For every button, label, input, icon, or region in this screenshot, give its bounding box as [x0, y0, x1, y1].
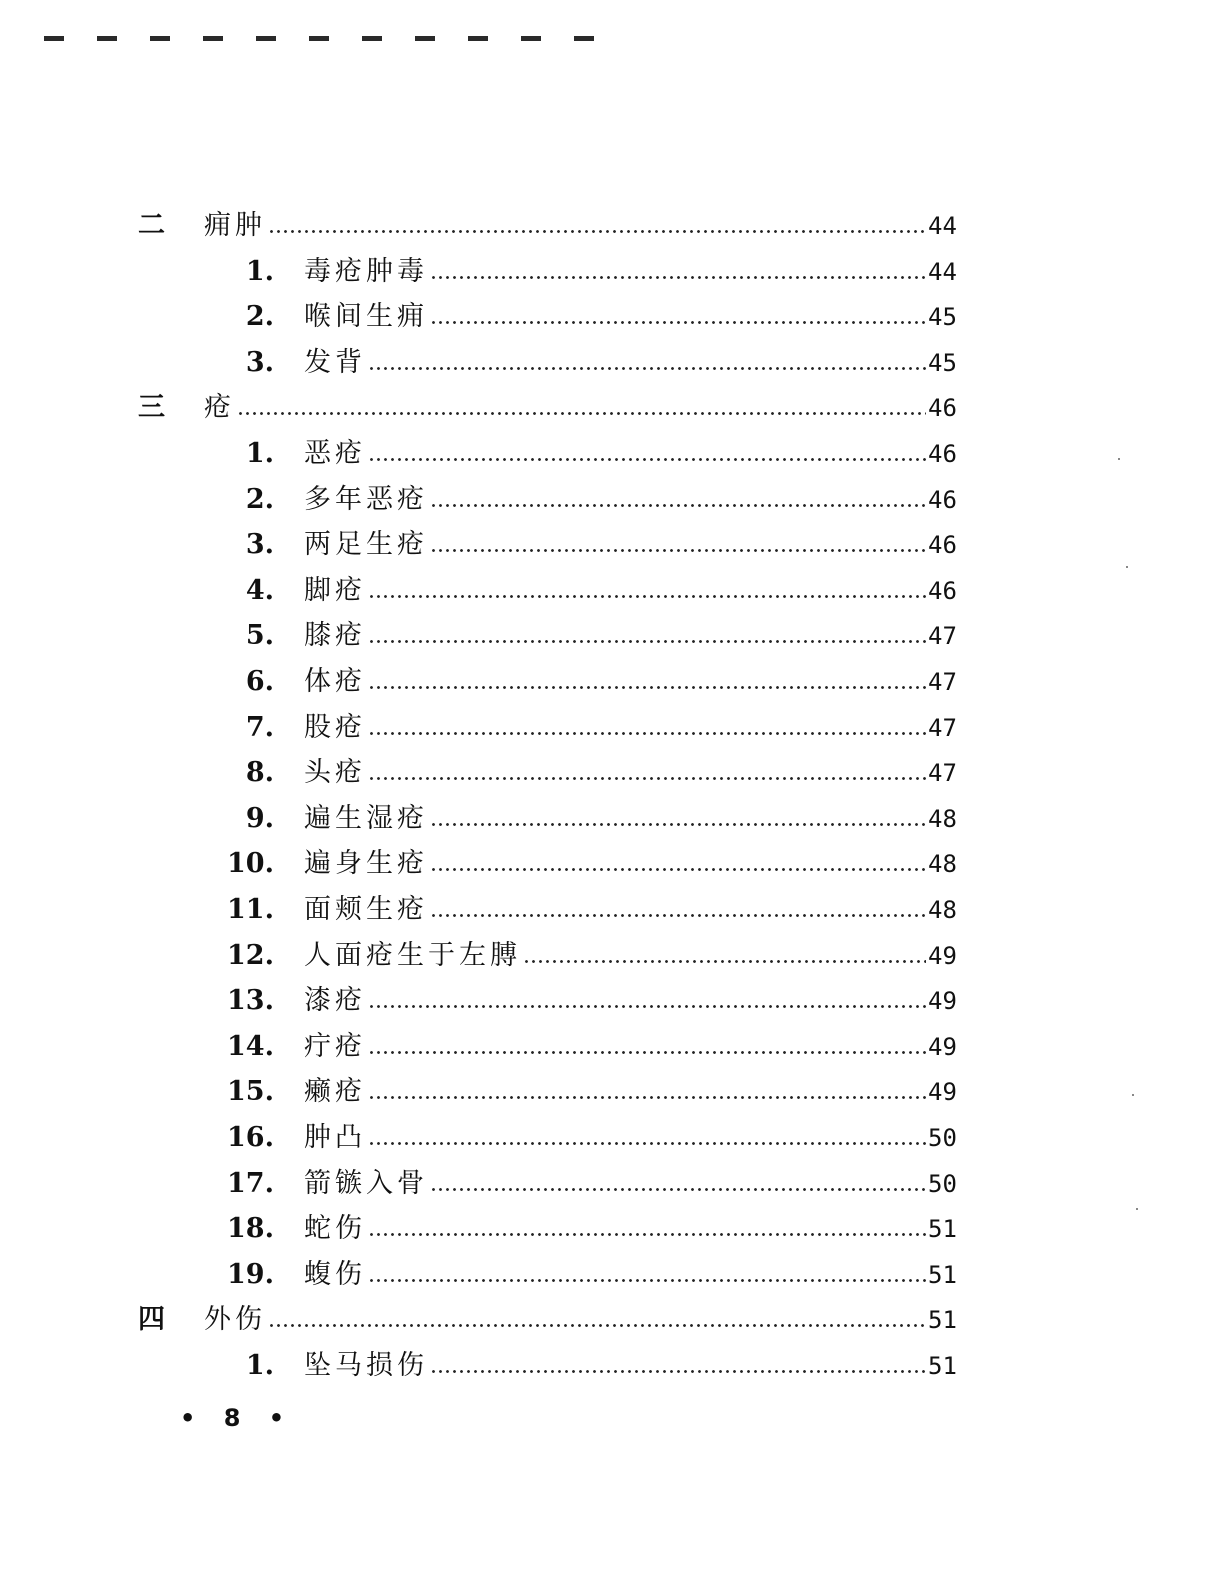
- dot-leader: [368, 686, 926, 689]
- toc-entry-page: 49: [928, 941, 957, 970]
- scan-speck: [1118, 458, 1120, 460]
- dot-leader: [237, 412, 926, 415]
- dot-leader: [368, 1233, 926, 1236]
- toc-item-row: [0, 1209, 1224, 1249]
- toc-entry-number: 二: [138, 210, 165, 241]
- toc-entry-number: 19.: [227, 1258, 274, 1290]
- toc-entry-title: 蝮伤: [304, 1258, 366, 1290]
- dot-leader: [368, 640, 926, 643]
- dot-leader: [430, 276, 926, 279]
- dot-leader: [430, 1188, 926, 1191]
- toc-item-row: [0, 480, 1224, 520]
- toc-entry-title: 蛇伤: [304, 1213, 366, 1245]
- toc-entry-number: 13.: [227, 985, 274, 1017]
- dot-leader: [430, 1370, 926, 1373]
- dot-leader: [368, 1142, 926, 1145]
- toc-item-row: [0, 981, 1224, 1021]
- dot-leader: [268, 230, 926, 233]
- toc-entry-title: 遍身生疮: [304, 848, 428, 880]
- toc-entry-number: 8.: [245, 757, 274, 789]
- toc-entry-page: 51: [928, 1260, 957, 1289]
- toc-entry-page: 45: [928, 348, 957, 377]
- toc-entry-title: 毒疮肿毒: [304, 255, 428, 287]
- toc-entry-page: 48: [928, 896, 957, 924]
- toc-item-row: [0, 1346, 1224, 1386]
- toc-entry-title: 箭镞入骨: [304, 1167, 428, 1199]
- toc-entry-number: 3.: [245, 529, 274, 561]
- dot-leader: [368, 1051, 926, 1054]
- toc-entry-page: 47: [928, 622, 957, 651]
- toc-entry-page: 47: [928, 713, 957, 742]
- dot-leader: [430, 504, 926, 507]
- toc-entry-number: 5.: [245, 620, 274, 652]
- toc-entry-page: 49: [928, 1078, 957, 1107]
- dot-leader: [523, 960, 926, 963]
- dot-leader: [268, 1324, 926, 1327]
- toc-entry-page: 46: [928, 394, 957, 423]
- toc-entry-title: 头疮: [304, 757, 366, 789]
- toc-item-row: [0, 297, 1224, 337]
- toc-entry-number: 10.: [227, 848, 274, 880]
- toc-entry-number: 1.: [245, 438, 274, 469]
- toc-entry-page: 46: [928, 531, 957, 560]
- toc-entry-number: 7.: [245, 711, 274, 743]
- toc-item-row: [0, 844, 1224, 884]
- toc-entry-number: 11.: [227, 894, 274, 925]
- toc-item-row: [0, 1255, 1224, 1295]
- toc-entry-title: 面颊生疮: [304, 894, 428, 925]
- dot-leader: [430, 914, 926, 917]
- toc-entry-number: 14.: [227, 1030, 274, 1062]
- toc-entry-page: 49: [928, 987, 957, 1016]
- toc-section-row: [0, 206, 1224, 246]
- toc-entry-title: 痈肿: [204, 210, 266, 241]
- toc-entry-title: 喉间生痈: [304, 301, 428, 333]
- toc-entry-number: 12.: [227, 939, 274, 971]
- scan-speck: [1126, 566, 1128, 568]
- toc-entry-number: 四: [138, 1304, 165, 1336]
- toc-entry-page: 47: [928, 668, 957, 696]
- toc-entry-number: 三: [138, 392, 165, 424]
- toc-item-row: [0, 708, 1224, 748]
- toc-entry-title: 疮: [204, 392, 235, 424]
- dot-leader: [368, 777, 926, 780]
- dot-leader: [368, 1279, 926, 1282]
- toc-entry-title: 多年恶疮: [304, 483, 428, 515]
- dot-leader: [430, 868, 926, 871]
- toc-entry-page: 46: [928, 485, 957, 514]
- toc-entry-number: 6.: [245, 666, 274, 697]
- toc-entry-title: 体疮: [304, 666, 366, 697]
- toc-entry-page: 48: [928, 804, 957, 833]
- toc-entry-number: 9.: [245, 802, 274, 834]
- toc-entry-title: 股疮: [304, 711, 366, 743]
- toc-entry-number: 16.: [227, 1122, 274, 1153]
- toc-entry-number: 15.: [227, 1076, 274, 1108]
- toc-section-row: [0, 388, 1224, 428]
- toc-entry-number: 1.: [245, 1350, 274, 1381]
- toc-entry-title: 癞疮: [304, 1076, 366, 1108]
- toc-entry-title: 漆疮: [304, 985, 366, 1017]
- toc-item-row: [0, 571, 1224, 611]
- toc-item-row: [0, 343, 1224, 383]
- dot-leader: [368, 1096, 926, 1099]
- toc-entry-page: 50: [928, 1169, 957, 1198]
- toc-item-row: [0, 753, 1224, 793]
- dot-leader: [368, 367, 926, 370]
- toc-entry-page: 47: [928, 759, 957, 788]
- dot-leader: [430, 321, 926, 324]
- toc-entry-page: 44: [928, 212, 957, 240]
- toc-entry-page: 48: [928, 850, 957, 879]
- dot-leader: [368, 458, 926, 461]
- toc-item-row: [0, 1164, 1224, 1204]
- dot-leader: [368, 595, 926, 598]
- toc-entry-title: 肿凸: [304, 1122, 366, 1153]
- toc-entry-title: 疔疮: [304, 1030, 366, 1062]
- toc-entry-number: 2.: [245, 483, 274, 515]
- toc-entry-title: 两足生疮: [304, 529, 428, 561]
- toc-entry-page: 49: [928, 1032, 957, 1061]
- toc-entry-page: 46: [928, 576, 957, 605]
- toc-entry-number: 4.: [245, 574, 274, 606]
- scan-speck: [1132, 1094, 1134, 1096]
- toc-entry-title: 膝疮: [304, 620, 366, 652]
- toc-entry-page: 50: [928, 1124, 957, 1152]
- toc-entry-title: 坠马损伤: [304, 1350, 428, 1381]
- page-number: • 8 •: [180, 1404, 295, 1432]
- toc-item-row: [0, 252, 1224, 292]
- toc-item-row: [0, 1072, 1224, 1112]
- toc-entry-title: 遍生湿疮: [304, 802, 428, 834]
- toc-item-row: [0, 434, 1224, 474]
- toc-section-row: [0, 1300, 1224, 1340]
- toc-entry-number: 18.: [227, 1213, 274, 1245]
- toc-item-row: [0, 525, 1224, 565]
- toc-entry-number: 17.: [227, 1167, 274, 1199]
- toc-item-row: [0, 1027, 1224, 1067]
- toc-entry-title: 脚疮: [304, 574, 366, 606]
- toc-entry-number: 2.: [245, 301, 274, 333]
- toc-entry-page: 51: [928, 1215, 957, 1244]
- toc-entry-title: 外伤: [204, 1304, 266, 1336]
- toc-entry-number: 1.: [245, 255, 274, 287]
- toc-item-row: [0, 1118, 1224, 1158]
- toc-item-row: [0, 616, 1224, 656]
- scan-speck: [1136, 1208, 1138, 1210]
- toc-entry-page: 45: [928, 303, 957, 332]
- dot-leader: [430, 549, 926, 552]
- toc-item-row: [0, 936, 1224, 976]
- dot-leader: [368, 732, 926, 735]
- toc-item-row: [0, 890, 1224, 930]
- toc-entry-title: 人面疮生于左膊: [304, 939, 521, 971]
- toc-entry-page: 51: [928, 1352, 957, 1380]
- dot-leader: [368, 1005, 926, 1008]
- toc-entry-number: 3.: [245, 346, 274, 378]
- toc-entry-title: 恶疮: [304, 438, 366, 469]
- toc-entry-title: 发背: [304, 346, 366, 378]
- dot-leader: [430, 823, 926, 826]
- toc-item-row: [0, 799, 1224, 839]
- toc-entry-page: 51: [928, 1306, 957, 1335]
- toc-entry-page: 44: [928, 257, 957, 286]
- toc-item-row: [0, 662, 1224, 702]
- toc-entry-page: 46: [928, 440, 957, 468]
